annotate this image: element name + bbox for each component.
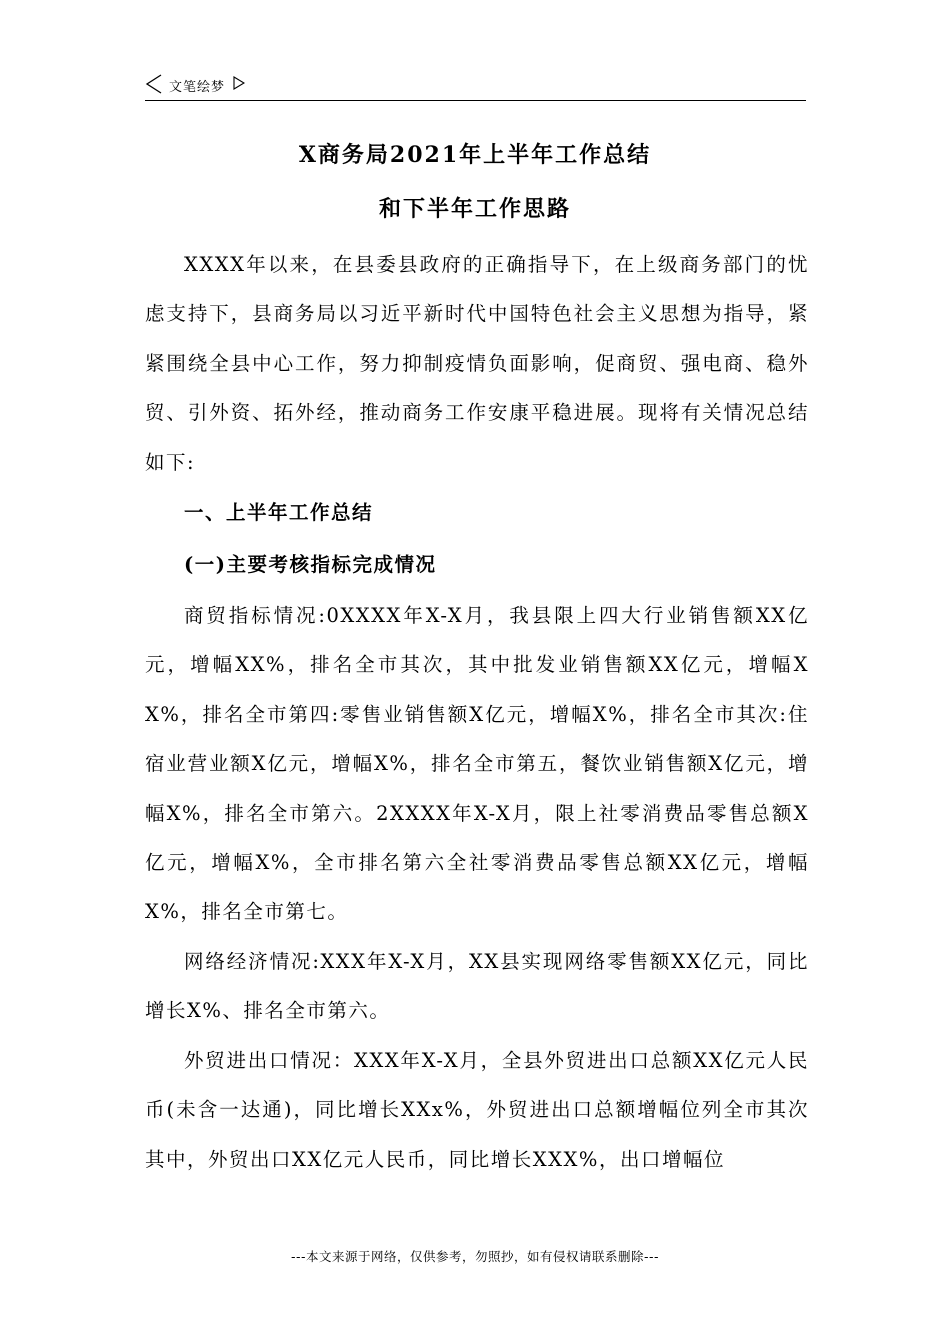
section-heading: 一、上半年工作总结 <box>184 501 374 525</box>
network-paragraph: 网络经济情况:XXX年X-X月，XX县实现网络零售额XX亿元，同比增长X%、排名全市第六。 <box>145 949 809 1023</box>
document-title-line2: 和下半年工作思路 <box>378 196 571 222</box>
document-body <box>145 240 809 1184</box>
header-brand: 文笔绘梦 <box>169 80 226 95</box>
document-title-line1: X商务局2021年上半年工作总结 <box>298 142 652 168</box>
footer-notice: ---本文来源于网络，仅供参考，勿照抄，如有侵权请联系删除--- <box>290 1249 660 1264</box>
commerce-paragraph: 商贸指标情况:0XXXX年X-X月，我县限上四大行业销售额XX亿元，增幅XX%，排名全市其次，其中批发业销售额XX亿元，增幅XX%，排名全市第四:零售业销售额X亿元，增幅X%，排名全市其次:住宿业营业额X亿元，增幅X%，排名全市第五，餐饮业销售额X亿元，增幅X%，排名全市第六。2XXXX年X-X月，限上社零消费品零售总额X亿元，增幅X%，全市排名第六全社零消费品零售总额XX亿元，增幅X%，排名全市第七。 <box>145 604 809 924</box>
triangle-right-icon <box>233 76 245 90</box>
intro-paragraph: XXXX年以来，在县委县政府的正确指导下，在上级商务部门的忧虑支持下，县商务局以习近平新时代中国特色社会主义思想为指导，紧紧围绕全县中心工作，努力抑制疫情负面影响，促商贸、强电商、稳外贸、引外资、拓外经，推动商务工作安康平稳进展。现将有关情况总结如下: <box>145 253 809 474</box>
page-header <box>145 72 806 101</box>
triangle-left-icon <box>145 74 163 94</box>
trade-paragraph: 外贸进出口情况：XXX年X-X月，全县外贸进出口总额XX亿元人民币(未含一达通)，同比增长XXx%，外贸进出口总额增幅位列全市其次其中，外贸出口XX亿元人民币，同比增长XXX%，出口增幅位 <box>145 1048 809 1171</box>
subsection-heading: (一)主要考核指标完成情况 <box>184 553 437 577</box>
